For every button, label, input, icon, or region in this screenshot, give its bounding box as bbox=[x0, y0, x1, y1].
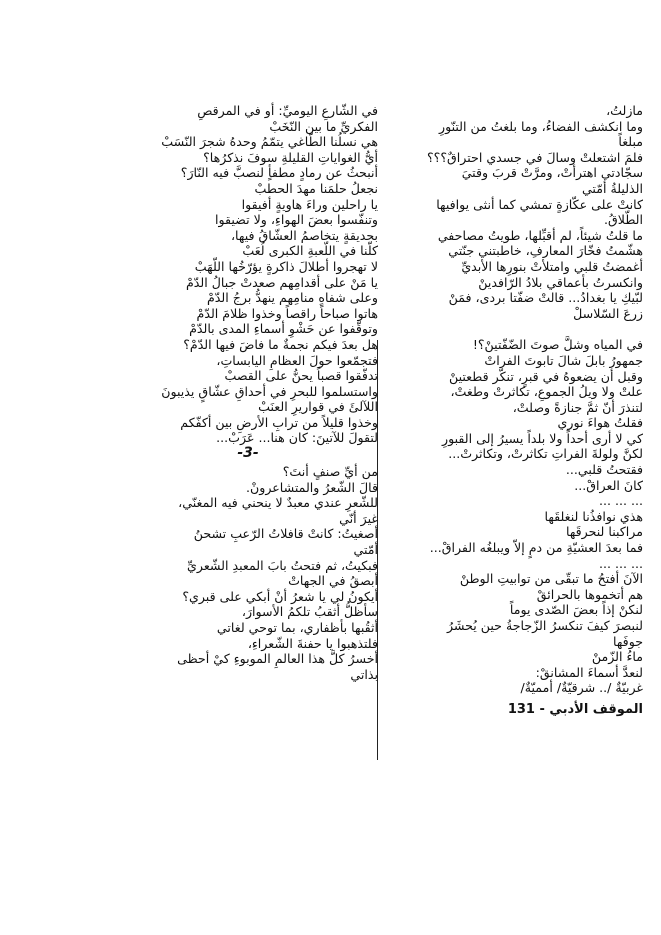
poem-line: من أيِّ صنفٍ أنتَ؟ bbox=[282, 464, 378, 480]
poem-line: علتْ ولا ويلُ الجموعِ، تكاثرتْ وطغتْ، bbox=[450, 384, 643, 400]
poem-line: أصغيتُ: كانتْ قافلاتُ الرّعبِ تشحنُ bbox=[193, 526, 378, 542]
poem-line: واستسلموا للبحرِ في أحداقِ عشّاقٍ يذيبونَ bbox=[161, 383, 378, 399]
poem-line: أغمضتُ قلبي وامتلأتْ بنورِها الأبديِّ bbox=[461, 258, 643, 274]
poem-line: لتنذرَ أنّ ثمَّ جنازةً وصلتْ، bbox=[512, 399, 643, 415]
poem-line: في الشّارعِ اليوميِّ: أو في المرقصِ bbox=[197, 103, 378, 118]
poem-line: هم أتخموها بالحرائقْ bbox=[536, 586, 643, 602]
poem-column-left bbox=[118, 103, 378, 682]
poem-line: نجعلُ حلمَنا مهدَ الحطبْ bbox=[254, 180, 378, 196]
poem-line: غيرَ أنّي bbox=[339, 510, 378, 526]
poem-line: فتجمّعوا حولَ العظامِ اليابساتِ، bbox=[216, 352, 378, 368]
poem-line: أثقُبها بأظفاري، بما توحي لغاتي bbox=[216, 620, 378, 635]
stanza-gap bbox=[381, 321, 643, 337]
poem-line: زرعَ السّلاسلْ bbox=[573, 305, 643, 321]
poem-line: لنبصرَ كيفَ تنكسرُ الزّجاجةُ حين يُحشَرُ bbox=[446, 618, 643, 633]
poem-line: لنعدَّ أسماءَ المشانقْ: bbox=[535, 664, 643, 680]
poem-line: فلتذهبوا يا حفنةَ الشّعراءِ، bbox=[247, 635, 378, 651]
poem-line: لنكنْ إذاً بعضَ الصّدى يوماً bbox=[509, 602, 643, 618]
poem-line: فقتحتُ قلبي... bbox=[565, 462, 643, 478]
poem-line: للشّعرِ عندي معبدٌ لا ينحني فيه المغنّي، bbox=[178, 495, 378, 511]
poem-line: فما بعدَ العشيّةِ من دمٍ إلاّ ويبلغُه الفراقْ... bbox=[429, 540, 643, 556]
poem-line: يا راحلين وراءَ هاويةٍ أفيقوا bbox=[241, 196, 378, 212]
poem-line: وانكسرتُ بأعماقي بلادُ الرّافدينْ bbox=[478, 274, 643, 290]
poem-line: فقلتُ هواءَ نوري bbox=[557, 415, 643, 431]
poem-line: غربيّةٌ /.. شرقيّةٌ/ أمميّةٌ/ bbox=[520, 680, 643, 696]
poem-line: تدفّقوا قصباً يحنُّ على القصبْ bbox=[224, 368, 378, 384]
poem-line: وتوقّفوا عن حَشْوِ أسماءِ المدى بالدّمْ bbox=[189, 321, 378, 337]
poem-line: هل بعدَ فيكم نجمةٌ ما فاضَ فيها الدّمْ؟ bbox=[183, 336, 378, 352]
poem-line: أمّتي bbox=[353, 542, 378, 558]
poem-line: أبصقُ في الجهاتْ bbox=[288, 573, 378, 589]
poem-line: فبكيتُ، ثم فتحتُ بابَ المعبدِ الشّعريِّ bbox=[187, 557, 378, 573]
poem-line: الآنَ أفتحُ ما تبقّى من توابيتِ الوطنْ bbox=[459, 571, 643, 587]
poem-line: هاتوا صباحاً راقصاً وخذوا ظلامَ الدّمْ bbox=[196, 305, 378, 321]
poem-line: هشّمتُ فخّارَ المعارفِ، خاطبتني جنّتي bbox=[448, 243, 643, 259]
page-footer: الموقف الأدبي - 131 bbox=[507, 702, 643, 717]
poem-line: قالَ الشّعرُ والمتشاعرونْ. bbox=[246, 479, 378, 495]
poem-line: وتنفّسوا بعضَ الهواءِ، ولا تضيقوا bbox=[214, 212, 378, 228]
poem-line: بذاتي bbox=[350, 666, 378, 682]
poem-line: لتقولَ للآتينَ: كان هنا... عَرَبْ... bbox=[216, 430, 378, 446]
poem-line: ما قلتُ شيئاً، لم أقبِّلها، طويتُ مصاحفي bbox=[437, 227, 643, 243]
poem-line: وعلى شفاهِ منامِهم ينهدُّ برجُ الدّمْ bbox=[207, 290, 378, 306]
poem-stanza-left-2 bbox=[118, 464, 378, 682]
poem-line: كانتْ على عكّازةٍ تمشي كما أنثى يوافيها bbox=[436, 196, 643, 212]
poem-line: مازلتُ، bbox=[606, 103, 643, 118]
poem-line: الفكريِّ ما بين النّخَبْ bbox=[269, 118, 378, 134]
poem-line: جمهورُ بابلَ شالَ تابوتَ الفراتْ bbox=[484, 352, 643, 368]
poem-line: ماءُ الزّمنْ bbox=[591, 649, 643, 665]
poem-line: سأظلُّ أثقبُ تلكمُ الأسوارَ، bbox=[241, 604, 378, 620]
poem-stanza-left-1 bbox=[118, 103, 378, 446]
poem-line: يا مَنْ على أقدامِهم صعدتْ جبالُ الدّمْ bbox=[186, 274, 378, 290]
poem-line: كانَ العراقْ... bbox=[574, 477, 643, 493]
poem-line: لا تهجروا أطلالَ ذاكرةٍ يؤرّخُها اللّهَبْ bbox=[194, 258, 378, 274]
poem-line: سجّادتي اهترأتْ، ومرَّتْ قربَ وقتيَ bbox=[461, 165, 643, 181]
poem-line: أنبحثُ عن رمادٍ مطفأٍ لنصبَّ فيه النّارَ؟ bbox=[180, 165, 378, 181]
poem-line: الطّلاقُ. bbox=[604, 212, 643, 228]
poem-line: فلمَ اشتعلتْ وسالَ في جسدي احتراقٌ؟؟؟ bbox=[426, 149, 643, 165]
poem-stanza-right-2 bbox=[381, 337, 643, 696]
poem-line: لبّيكِ يا بغدادُ... قالتْ ضفّتا بردى، فمَنْ bbox=[448, 290, 643, 306]
poem-line: في المياه وشلَّ صوتَ الضّفّتينْ؟! bbox=[472, 337, 643, 353]
poem-stanza-right-1 bbox=[381, 103, 643, 321]
poem-line: ... ... ... bbox=[598, 493, 643, 509]
poem-line: هي نسلُنا الطّاغي يتمّمُ وحدهُ شجرَ النّسَبْ bbox=[161, 134, 378, 150]
poem-line: مبلغاً bbox=[618, 134, 643, 150]
poem-line: اللآلئَ في قواريرِ العنَبْ bbox=[258, 399, 378, 415]
poem-line: الذليلةُ أمّتي bbox=[581, 180, 643, 196]
poem-line: ... ... ... bbox=[598, 555, 643, 571]
poem-line: كلّنا في اللّعبةِ الكبرى لُعَبْ bbox=[242, 243, 378, 259]
poem-line: بحديقةٍ يتخاصمُ العشّاقُ فيها، bbox=[230, 227, 378, 243]
poem-line: أخسرُ كلَّ هذا العالمِ الموبوءِ كيْ أحظى bbox=[177, 651, 378, 667]
poem-column-right bbox=[381, 103, 643, 696]
section-marker: -3- bbox=[237, 445, 259, 461]
poem-line: هذي نوافذُنا لنغلقَها bbox=[544, 508, 643, 524]
poem-line: وخذوا قليلاً من ترابِ الأرضِ بين أكفّكم bbox=[180, 414, 378, 430]
poem-line: كي لا أرى أحداً ولا بلداً يسيرُ إلى القبورِ bbox=[442, 430, 643, 446]
poem-line: وما انكشف الفضاءُ، وما بلغتُ من التنّورِ bbox=[438, 118, 643, 134]
poem-line: لكنَّ ولولةَ الفراتِ تكاثرتْ، وتكاثرتْ... bbox=[448, 446, 643, 462]
poem-line: مراكبنا لنحرقَها bbox=[565, 524, 643, 540]
poem-line: جوفَها bbox=[613, 633, 643, 649]
poem-line: أيُّ الغواياتِ القليلةِ سوفَ نذكرُها؟ bbox=[203, 149, 378, 165]
poem-line: أيكونُ لي يا شعرُ أنْ أبكي على قبري؟ bbox=[182, 588, 378, 604]
poem-line: وقبل أن يضعوهُ في قبرٍ، تنكّر قطعتينْ bbox=[449, 368, 643, 384]
